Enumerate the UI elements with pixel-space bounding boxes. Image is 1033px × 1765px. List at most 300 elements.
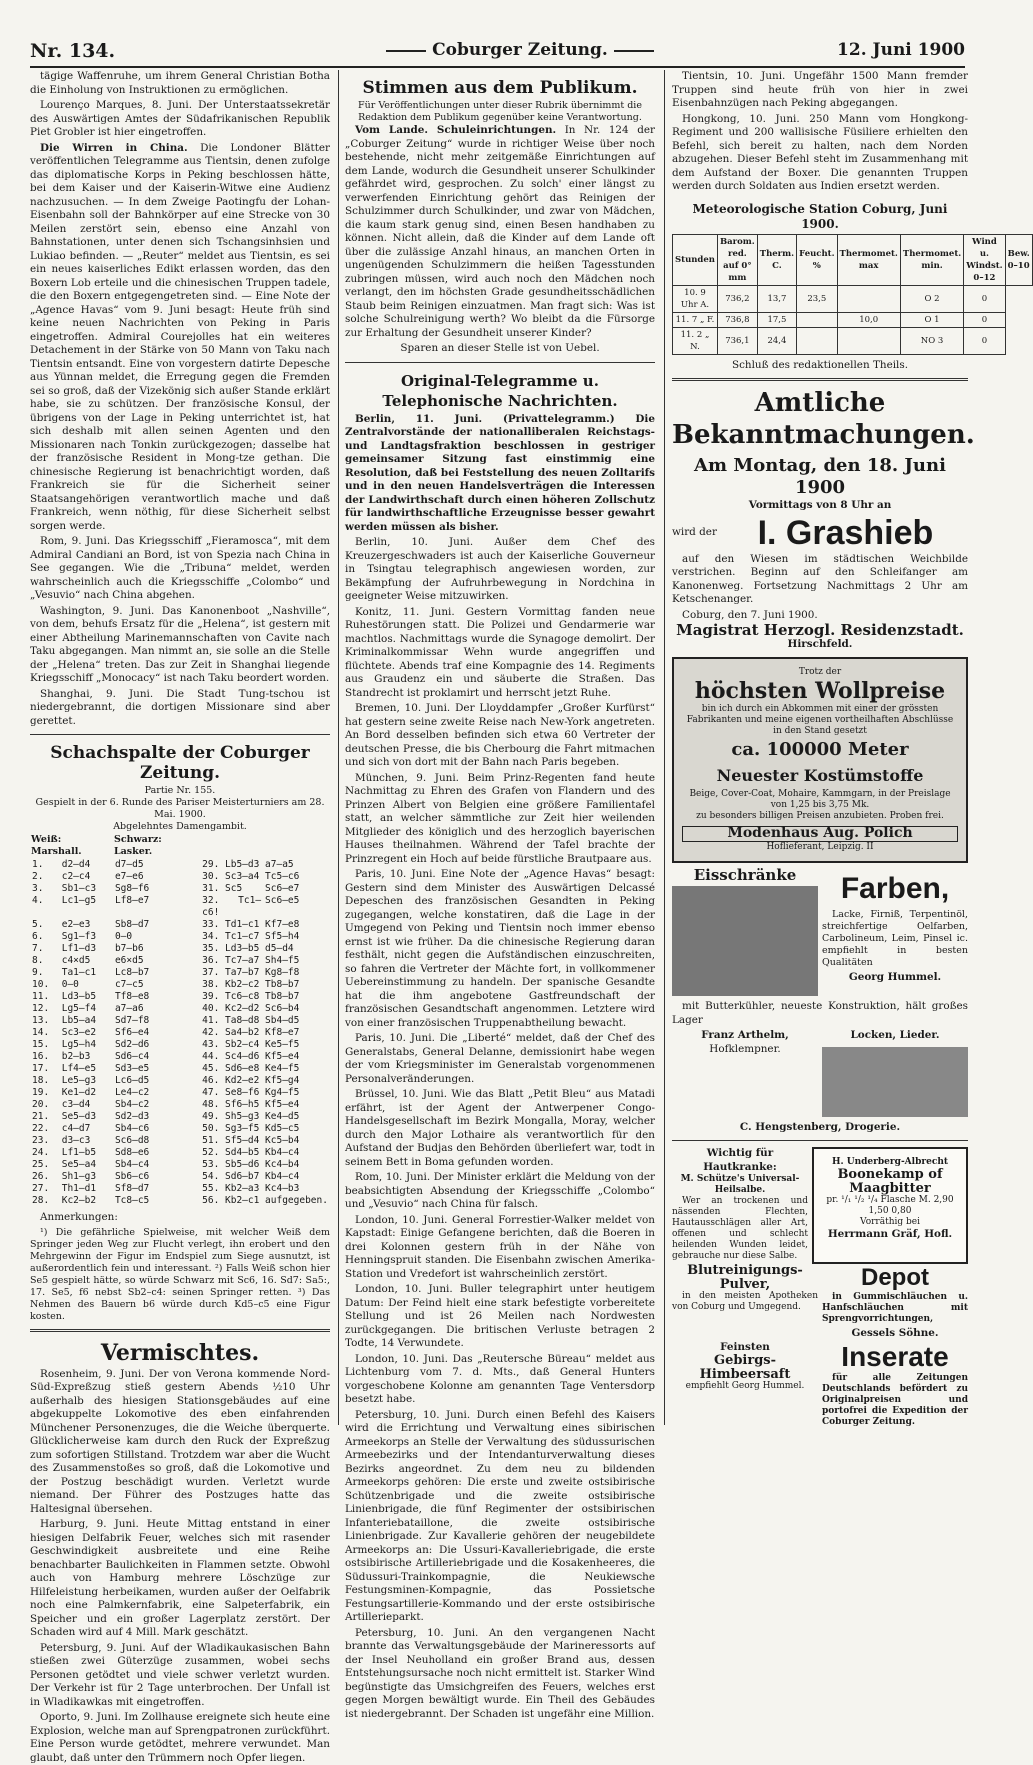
grashieb-line <box>672 513 968 553</box>
chess-move-row <box>30 1135 330 1147</box>
chess-move-row <box>30 943 330 955</box>
chess-move-cell: Le4–c2 <box>114 1087 150 1098</box>
china-heading: Die Wirren in China. <box>40 141 188 154</box>
chess-move-cell: Lb5–a4 <box>61 1015 97 1026</box>
chess-move-cell: Tb8–b7 <box>265 979 300 990</box>
chess-move-cell: Sf8–d7 <box>114 1183 150 1194</box>
meteo-cell: 0 <box>964 327 1005 354</box>
meteo-cell: 11. 7 „ F. <box>673 312 718 327</box>
chess-move-row <box>30 1051 330 1063</box>
chess-move-cell: Kg8–f8 <box>265 967 300 978</box>
chess-move-cell: 28. <box>32 1195 50 1206</box>
chess-move-cell: 7. <box>32 943 44 954</box>
chess-move-cell: c4–d7 <box>61 1123 91 1134</box>
chess-move-cell: d2–d4 <box>61 859 91 870</box>
underberg-firm: H. Underberg-Albrecht <box>831 1157 949 1167</box>
chess-move-cell: 47. Se8–f6 <box>202 1087 260 1098</box>
chess-move-row <box>30 979 330 991</box>
article-london-1: London, 10. Juni. General Forrestier-Walker meldet von Kapstadt: Einige Gefangene berichten, daß die Boeren in drei Kolonnen gestern früh in der Nähe von Henningspruit standen. Die Eisenbahn zwischen Amerika-Station und Vredefort ist wahrscheinlich zerstört. <box>345 1213 655 1280</box>
am-montag: Am Montag, den 18. Juni 1900 <box>694 455 946 498</box>
ad-inserate <box>822 1341 968 1430</box>
chess-move-row <box>30 1195 330 1207</box>
chess-move-cell: Ld3–b5 <box>61 991 97 1002</box>
amtliche-title: Amtliche Bekanntmachungen. <box>672 388 975 450</box>
meteo-header-row <box>673 234 1033 285</box>
chess-move-row <box>30 967 330 979</box>
wolle-firm: Modenhaus Aug. Polich <box>682 826 958 842</box>
chess-move-cell: Sd8–e6 <box>114 1147 150 1158</box>
chess-move-row <box>30 1183 330 1195</box>
meteo-cell: 736,1 <box>717 327 757 354</box>
vormittags: Vormittags von 8 Uhr an <box>748 499 892 511</box>
chess-move-cell: 13. <box>32 1015 50 1026</box>
depot-text: in Gummischläuchen u. Hanfschläuchen mit Sprengvorrichtungen, <box>822 1292 968 1324</box>
ad-blut <box>672 1264 818 1341</box>
chess-move-cell: Sd3–e5 <box>114 1063 150 1074</box>
paper-title <box>360 40 680 60</box>
chess-move-cell: Sb4–c4 <box>114 1159 150 1170</box>
chess-move-cell: 3. <box>32 883 44 894</box>
ad-wollpreise <box>672 657 968 863</box>
chess-moves-table <box>30 833 330 1207</box>
masthead <box>30 38 965 68</box>
meteo-header-cell: Therm. C. <box>757 234 796 285</box>
meteo-cell: 11. 2 „ N. <box>673 327 718 354</box>
column-3 <box>672 70 1030 1427</box>
wolle-text: bin ich durch ein Abkommen mit einer der grössten Fabrikanten und meine eigenen vortheilhaften Abschlüsse in den Stand gesetzt <box>686 704 954 736</box>
stimmen-title: Stimmen aus dem Publikum. <box>362 78 638 98</box>
chess-move-cell: Kg4–f5 <box>265 1087 300 1098</box>
chess-move-cell: Lg5–h4 <box>61 1039 97 1050</box>
chess-move-cell: 15. <box>32 1039 50 1050</box>
chess-move-cell: Sb4–c6 <box>114 1123 150 1134</box>
paper-name: Coburger Zeitung. <box>432 40 608 60</box>
chess-move-cell: Sc6–b4 <box>265 1003 300 1014</box>
hirschfeld: Hirschfeld. <box>787 637 853 650</box>
chess-move-cell: 16. <box>32 1051 50 1062</box>
chess-move-row <box>30 859 330 871</box>
chess-move-cell: d7–d5 <box>114 859 144 870</box>
wolle-stoffe: Neuester Kostümstoffe <box>716 766 924 785</box>
article-oporto: Oporto, 9. Juni. Im Zollhause ereignete sich heute eine Explosion, welche man auf Sprengpatronen zurückführt. Eine Person wurde getödtet, mehrere verwundet. Man glaubt, daß unter den Trümmern noch Opfer liegen. <box>30 1711 330 1764</box>
chess-move-cell: 1. <box>32 859 44 870</box>
meteo-header-cell: Stunden <box>673 234 718 285</box>
chess-move-cell: 0–0 <box>114 931 133 942</box>
chess-move-cell: Kb4–c4 <box>265 1147 300 1158</box>
chess-move-row <box>30 1099 330 1111</box>
inserate-heading: Inserate <box>841 1340 949 1372</box>
chess-move-cell: Kf8–e7 <box>265 1027 300 1038</box>
chess-move-cell: 6. <box>32 931 44 942</box>
meteo-header-cell: Wind u. Windst. 0–12 <box>964 234 1005 285</box>
article-harburg: Harburg, 9. Juni. Heute Mittag entstand in einer hiesigen Delfabrik Feuer, welches sich mit rasender Geschwindigkeit ausbreitete und eine Reihe benachbarter Baulichkeiten in Flammen setzte. Obwohl auch von Hamburg mehrere Löschzüge zur Hilfeleistung herbeikamen, wurden außer der Oelfabrik noch eine Palmkernfabrik, eine Salpeterfabrik, ein Speicher und ein großer Lagerplatz zerstört. Der Schaden wird auf 4 Mill. Mark geschätzt. <box>30 1518 330 1638</box>
meteo-cell: O 2 <box>900 285 963 312</box>
chess-move-row <box>30 1039 330 1051</box>
chess-move-cell: 50. Sg3–f5 <box>202 1123 260 1134</box>
article-london-2: London, 10. Juni. Buller telegraphirt unter heutigem Datum: Der Feind hielt eine stark befestigte vorbereitete Stellung und ist 26 Meilen nach Nordwesten zurückgegangen. Die britischen Verluste betragen 2 Todte, 14 Verwundete. <box>345 1283 655 1349</box>
chess-move-cell: 30. Sc3–a4 <box>202 871 260 882</box>
wolle-detail: Beige, Cover-Coat, Mohaire, Kammgarn, in der Preislage von 1,25 bis 3,75 Mk. <box>689 789 951 810</box>
chess-move-cell: Kf5–e4 <box>265 1051 300 1062</box>
chess-move-cell: 44. Sc4–d6 <box>202 1051 260 1062</box>
chess-move-cell: Lg5–f4 <box>61 1003 97 1014</box>
article-muenchen: München, 9. Juni. Beim Prinz-Regenten fand heute Nachmittag zu Ehren des Grafen von Flandern und des Prinzen Albert von Belgien eine größere Familientafel statt, an welcher sämmtliche zur Zeit hier weilenden Mitglieder des königlich und des herzoglich bayerischen Hauses theilnahmen. Während der Tafel brachte der Prinzregent ein Hoch auf beide fürstliche Brautpaare aus. <box>345 771 655 865</box>
chess-move-cell: 39. Tc6–c8 <box>202 991 260 1002</box>
vorraethig: Vorräthig bei <box>860 1217 920 1227</box>
meteo-cell <box>837 327 900 354</box>
chess-move-cell: b7–b6 <box>114 943 144 954</box>
arthelm-name: Franz Arthelm, <box>701 1029 789 1041</box>
article-london-3: London, 10. Juni. Das „Reutersche Büreau“ meldet aus Lichtenburg vom 7. d. Mts., daß General Hunters vorgeschobene Kolonne am genannten Tage Ventersdorp besetzt habe. <box>345 1352 655 1405</box>
chess-move-row <box>30 871 330 883</box>
wolle-amount: ca. 100000 Meter <box>731 739 909 760</box>
chess-move-cell: Kf5–g4 <box>265 1075 300 1086</box>
meteo-cell: 0 <box>964 285 1005 312</box>
article-intro: tägige Waffenruhe, um ihrem General Christian Botha die Einholung von Instruktionen zu ermöglichen. <box>30 70 330 96</box>
vermischtes-title: Vermischtes. <box>100 1339 260 1366</box>
chess-moves-body <box>30 859 330 1207</box>
chess-move-cell: 37. Ta7–b7 <box>202 967 260 978</box>
chess-move-row <box>30 895 330 919</box>
chess-move-cell: Sc3–e2 <box>61 1027 97 1038</box>
herrmann: Herrmann Gräf, Hofl. <box>827 1228 953 1240</box>
chess-move-row <box>30 883 330 895</box>
chess-move-row <box>30 1027 330 1039</box>
chess-move-cell: 48. Sf6–h5 <box>202 1099 260 1110</box>
chess-move-cell: 20. <box>32 1099 50 1110</box>
chess-move-cell: 36. Tc7–a7 <box>202 955 260 966</box>
chess-move-cell: 49. Sh5–g3 <box>202 1111 260 1122</box>
magistrat: Magistrat Herzogl. Residenzstadt. <box>676 621 964 639</box>
chess-move-cell: Kf7–e8 <box>265 919 300 930</box>
chess-move-cell: 46. Kd2–e2 <box>202 1075 260 1086</box>
chess-move-cell: 41. Ta8–d8 <box>202 1015 260 1026</box>
chess-move-cell: 29. Lb5–d3 <box>202 859 260 870</box>
portrait-illustration <box>822 1047 968 1117</box>
chess-move-cell: Sb8–d7 <box>114 919 150 930</box>
chess-move-cell: Kc2–b2 <box>61 1195 97 1206</box>
chess-move-cell: 22. <box>32 1123 50 1134</box>
chess-move-cell: Sf6–e4 <box>114 1027 150 1038</box>
meteo-cell: 13,7 <box>757 285 796 312</box>
chess-move-cell: 5. <box>32 919 44 930</box>
chess-move-cell: 33. Td1–c1 <box>202 919 260 930</box>
article-shanghai: Shanghai, 9. Juni. Die Stadt Tung-tschou ist niedergebrannt, die dortigen Missionare sind aber gerettet. <box>30 687 330 727</box>
meteo-cell: 0 <box>964 312 1005 327</box>
chess-move-cell: Se5–d3 <box>61 1111 97 1122</box>
meteo-table <box>672 234 1033 355</box>
article-paris-2: Paris, 10. Juni. Die „Liberté“ meldet, daß der Chef des Generalstabs, General Delanne, demissionirt habe wegen der vom Kriegsminister im Generalstab vorgenommenen Personalveränderungen. <box>345 1032 655 1085</box>
chess-move-cell: e2–e3 <box>61 919 91 930</box>
chess-move-cell: c4×d5 <box>61 955 91 966</box>
article-vom-lande <box>345 124 655 340</box>
chess-move-cell: Sd2–d3 <box>114 1111 150 1122</box>
chess-move-cell: 38. Kb2–c2 <box>202 979 260 990</box>
meteo-row <box>673 285 1033 312</box>
chess-move-cell: 0–0 <box>61 979 79 990</box>
chess-move-row <box>30 991 330 1003</box>
divider <box>672 378 968 381</box>
blut-heading: Blutreinigungs-Pulver, <box>687 1263 803 1292</box>
chess-move-cell: d5–d4 <box>265 943 294 954</box>
chess-move-cell: d3–c3 <box>61 1135 91 1146</box>
chess-move-cell: 56. Kb2–c1 <box>202 1195 260 1206</box>
chess-move-cell: c7–c5 <box>114 979 144 990</box>
chess-move-row <box>30 955 330 967</box>
chess-move-cell: Lf1–d3 <box>61 943 97 954</box>
himbeer-sign: empfiehlt Georg Hummel. <box>685 1381 805 1391</box>
chess-move-cell: aufgegeben. <box>265 1195 328 1206</box>
article-petersburg-2: Petersburg, 10. Juni. Durch einen Befehl des Kaisers wird die Errichtung und Verwaltung eines sibirischen Armeekorps an Stelle der Verwaltung des südussurischen Armeebezirks und der Intendanturverwaltung dieses Bezirks angeordnet. Zu dem neu zu bildenden Armeekorps gehören: Die erste und zweite ostsibirische Schützenbrigade und die zweite ostsibirische Linienbrigade, die fünf Regimenter der ostsibirischen Infanteriebataillone, die zweite ostsibirische Linienbrigade. Zur Kavallerie gehören der neugebildete Armeekorps an: Die Ussuri-Kavalleriebrigade, die erste ostsibirische Artilleriebrigade und die Kosakenheeres, die Südussuri-Trainkompagnie, die Neukiewsche Festungsminen-Kompagnie, das Possietsche Festungsartillerie-Kommando und der erste ostsibirische Artillerieparkt. <box>345 1408 655 1623</box>
wird-der: wird der <box>672 525 717 538</box>
meteo-cell: 10. 9 Uhr A. <box>673 285 718 312</box>
underberg-prices: pr. ¹/₁ ¹/₂ ¹/₄ Flasche M. 2,90 1,50 0,80 <box>826 1195 954 1216</box>
locken-heading: Locken, Lieder. <box>850 1029 940 1041</box>
article-konitz: Konitz, 11. Juni. Gestern Vormittag fanden neue Ruhestörungen statt. Die Polizei und Gendarmerie war machtlos. Nachmittags wurde die Synagoge demolirt. Der Kriminalkommissar Wehn wurde angegriffen und flüchtete. Abends traf eine Kompagnie des 14. Regiments aus Graudenz ein und säuberte die Straßen. Das Standrecht ist proklamirt und herrscht jetzt Ruhe. <box>345 605 655 699</box>
article-lourenco: Lourenço Marques, 8. Juni. Der Unterstaatssekretär des Auswärtigen Amtes der Südafrikanischen Republik Piet Grobler ist hier eingetroffen. <box>30 99 330 138</box>
chess-move-cell: Ta1–c1 <box>61 967 97 978</box>
chess-move-row <box>30 1015 330 1027</box>
divider <box>30 1329 330 1332</box>
chess-move-cell: e6×d5 <box>114 955 144 966</box>
chess-move-cell: Kc4–b3 <box>265 1183 300 1194</box>
chess-move-cell: 8. <box>32 955 44 966</box>
chess-move-cell: 45. Sd6–e8 <box>202 1063 260 1074</box>
chess-move-cell: 35. Ld3–b5 <box>202 943 260 954</box>
article-paris-1: Paris, 10. Juni. Eine Note der „Agence Havas“ besagt: Gestern sind dem Minister des Auswärtigen Delcassé Depeschen des französischen Gesandten in Peking zugegangen, welche konstatiren, daß die Lage in der Umgegend von Peking und Tientsin noch immer ebenso ernst ist wie früher. Da die chinesische Regierung daran festhält, nicht gegen die Aufständischen einzuschreiten, so fahren die Vertreter der Mächte fort, in vollkommener Uebereinstimmung zu handeln. Der spanische Gesandte hat die ihm angebotene Gastfreundschaft der französischen Gesandtschaft angenommen. Letztere wird von einer französischen Truppenabtheilung bewacht. <box>345 868 655 1029</box>
haut-heading: Wichtig für Hautkranke: <box>703 1147 777 1173</box>
himbeer-heading: Gebirgs-Himbeersaft <box>699 1353 791 1382</box>
ad-locken <box>822 1029 968 1121</box>
meteo-cell <box>797 312 837 327</box>
chess-move-cell: Ke1–d2 <box>61 1087 97 1098</box>
chess-move-cell: 11. <box>32 991 50 1002</box>
meteo-header-cell: Feucht. % <box>797 234 837 285</box>
chess-move-cell: Sc6–e7 <box>265 883 300 894</box>
article-rom-2: Rom, 10. Juni. Der Minister erklärt die Meldung von der beabsichtigten Absendung der Kriegsschiffe „Colombo“ und „Vesuvio“ nach China für falsch. <box>345 1171 655 1210</box>
chess-move-cell: Sc6–d8 <box>114 1135 150 1146</box>
meteo-cell: 24,4 <box>757 327 796 354</box>
issue-number: Nr. 134. <box>30 40 116 62</box>
chess-move-cell: Lf4–e5 <box>61 1063 97 1074</box>
depot-heading: Depot <box>861 1264 929 1291</box>
chess-move-row <box>30 1087 330 1099</box>
chess-move-cell: Tb8–b7 <box>265 991 300 1002</box>
chess-white-header: Weiß: Marshall. <box>31 834 82 857</box>
hengstenberg: C. Hengstenberg, Drogerie. <box>739 1120 901 1133</box>
wolle-top: Trotz der <box>798 667 842 677</box>
chess-move-cell: Sf5–h4 <box>265 931 300 942</box>
chess-move-row <box>30 931 330 943</box>
chess-move-cell: 31. Sc5 <box>202 883 243 894</box>
chess-move-row <box>30 1003 330 1015</box>
chess-move-cell: Sd7–f8 <box>114 1015 150 1026</box>
ad-row-arthelm <box>672 1029 968 1121</box>
chess-move-cell: 52. Sd4–b5 <box>202 1147 260 1158</box>
chess-move-cell: 27. <box>32 1183 50 1194</box>
chess-move-row <box>30 919 330 931</box>
divider <box>30 734 330 735</box>
divider <box>672 1140 968 1141</box>
coburg-date: Coburg, den 7. Juni 1900. <box>682 608 818 621</box>
inserate-text: für alle Zeitungen Deutschlands befördert zu Originalpreisen und portofrei die Expedition der Coburger Zeitung. <box>822 1372 968 1427</box>
chess-move-row <box>30 1123 330 1135</box>
chess-move-cell: c3–d4 <box>61 1099 91 1110</box>
issue-date: 12. Juni 1900 <box>837 40 965 60</box>
feinsten: Feinsten <box>720 1340 770 1353</box>
chess-notes: ¹) Die gefährliche Spielweise, mit welcher Weiß dem Springer jeden Weg zur Flucht verlegt, ihn erobert und den Mehrgewinn der Figur im Endspiel zum Siege ausnutzt, ist außerordentlich fein und interessant. ²) Falls Weiß schon hier Se5 gespielt hätte, so würde Schwarz mit Sc6, 16. Sd7: Sa5:, 17. Se5, f6 nebst Sb2–c4: seinen Springer retten. ³) Das Nehmen des Bauern b6 würde durch Kd5–c5 eine Figur kosten. <box>30 1226 330 1322</box>
article-rosenheim: Rosenheim, 9. Juni. Der von Verona kommende Nord-Süd-Expreßzug stieß gestern Abends ½10 Uhr außerhalb des hiesigen Stationsgebäudes auf eine abgekuppelte Lokomotive des eben einfahrenden Münchener Personenzuges, die die Weiche überquerte. Glücklicherweise kam durch den Ruck der Expreßzug zum sofortigen Stillstand. Trotzdem war aber die Wucht des Zusammenstoßes so groß, daß die Lokomotive und der Postzug beschädigt wurden. Verletzt wurde niemand. Der Führer des Postzuges hatte das Haltesignal übersehen. <box>30 1367 330 1515</box>
chess-move-cell: 54. Sd6–b7 <box>202 1171 260 1182</box>
article-petersburg: Petersburg, 9. Juni. Auf der Wladikaukasischen Bahn stießen zwei Güterzüge zusammen, wobei sechs Personen getödtet und viele schwer verletzt wurden. Der Verkehr ist für 2 Tage unterbrochen. Der Unfall ist in Wladikawkas mit eingetroffen. <box>30 1641 330 1708</box>
ad-eisschraenke <box>672 865 818 1001</box>
ad-row-blut-depot <box>672 1264 968 1341</box>
wolle-preise: zu besonders billigen Preisen anzubieten. Proben frei. <box>696 811 944 821</box>
chess-move-cell: Th1–d1 <box>61 1183 97 1194</box>
schluss-note: Schluß des redaktionellen Theils. <box>731 358 909 371</box>
chess-move-cell: Ke4–d5 <box>265 1111 300 1122</box>
divider <box>345 362 655 363</box>
chess-move-row <box>30 1147 330 1159</box>
chess-move-cell: b2–b3 <box>61 1051 91 1062</box>
column-rule-1 <box>338 70 339 1425</box>
chess-move-cell: Kb4–c4 <box>265 1171 300 1182</box>
meteo-cell: 23,5 <box>797 285 837 312</box>
chess-move-cell: 9. <box>32 967 44 978</box>
blut-text: in den meisten Apotheken von Coburg und Umgegend. <box>672 1291 818 1312</box>
chess-move-cell: Kd5–c5 <box>265 1123 300 1134</box>
article-berlin-2: Berlin, 10. Juni. Außer dem Chef des Kreuzergeschwaders ist auch der Kaiserliche Gouverneur in Tsingtau telegraphisch angewiesen worden, zur Bekämpfung der Aufruhrbewegung in Nordchina in geeigneter Weise mitzuwirken. <box>345 536 655 602</box>
lande-heading: Vom Lande. Schuleinrichtungen. <box>355 124 557 136</box>
chess-move-row <box>30 1159 330 1171</box>
arthelm <box>672 1029 818 1121</box>
grashieb-heading: I. Grashieb <box>757 513 934 552</box>
column-2 <box>345 70 655 1720</box>
ad-underberg <box>812 1147 968 1264</box>
meteo-header-cell: Thermomet. min. <box>900 234 963 285</box>
chess-move-cell: Ke4–f5 <box>265 1063 300 1074</box>
lande-signature: Sparen an dieser Stelle ist von Uebel. <box>400 342 600 354</box>
chess-move-cell: Le5–g3 <box>61 1075 97 1086</box>
article-hongkong: Hongkong, 10. Juni. 250 Mann vom Hongkong-Regiment und 200 wallisische Füsiliere erhielten den Befehl, sich bereit zu halten, nach dem Norden abzugehen. Dieser Befehl steht im Zusammenhang mit dem Aufstand der Boxer. Die genannten Truppen werden durch Soldaten aus Indien ersetzt werden. <box>672 112 968 192</box>
meteo-cell <box>837 285 900 312</box>
article-china <box>30 142 330 534</box>
chess-move-row <box>30 1171 330 1183</box>
icebox-illustration <box>672 886 818 996</box>
farben-text: Lacke, Firniß, Terpentinöl, streichfertige Oelfarben, Carbolineum, Leim, Pinsel ic. empfiehlt in besten Qualitäten <box>822 908 968 968</box>
haut-text: Wer an trockenen und nässenden Flechten, Hautausschlägen aller Art, offenen und schlecht heilenden Wunden leidet, gebrauche nur diese Salbe. <box>672 1196 808 1261</box>
boonekamp: Boonekamp of Maagbitter <box>837 1167 943 1196</box>
ad-row-himbeer-inserate <box>672 1341 968 1430</box>
chess-move-cell: 19. <box>32 1087 50 1098</box>
chess-move-cell: 2. <box>32 871 44 882</box>
eis-text: mit Butterkühler, neueste Konstruktion, hält großes Lager <box>672 1000 968 1026</box>
chess-move-cell: Tc8–c5 <box>114 1195 150 1206</box>
wolle-firm-sub: Hoflieferant, Leipzig. II <box>766 841 874 852</box>
chess-partie: Partie Nr. 155. <box>144 785 216 796</box>
telegramme-title: Original-Telegramme u. Telephonische Nachrichten. <box>382 371 618 410</box>
meteo-title: Meteorologische Station Coburg, Juni 1900. <box>692 201 948 231</box>
chess-move-cell: 25. <box>32 1159 50 1170</box>
chess-move-cell: a7–a5 <box>265 859 294 870</box>
article-petersburg-3: Petersburg, 10. Juni. An den vergangenen Nacht brannte das Verwaltungsgebäude der Marineressorts auf der Insel Neuholland ein großer Brand aus, dessen Entstehungsursache noch nicht ermittelt ist. Starker Wind begünstigte das Umsichgreifen des Feuers, welches erst gegen Morgen bewältigt wurde. Ein Theil des Gebäudes ist niedergebrannt. Der Schaden ist ungefähr eine Million. <box>345 1626 655 1720</box>
gessels: Gessels Söhne. <box>851 1327 939 1339</box>
meteo-cell: 10,0 <box>837 312 900 327</box>
chess-move-cell: 34. Tc1–c7 <box>202 931 260 942</box>
chess-move-cell: Sb4–d5 <box>265 1015 300 1026</box>
chess-move-cell: Sb1–c3 <box>61 883 97 894</box>
chess-move-cell: Lc1–g5 <box>61 895 97 906</box>
chess-move-cell: a7–a6 <box>114 1003 144 1014</box>
article-rom: Rom, 9. Juni. Das Kriegsschiff „Fieramosca“, mit dem Admiral Candiani an Bord, ist von Spezia nach China in See gegangen. Wie die „Tribuna“ meldet, werden wahrscheinlich auch die Kriegsschiffe „Colombo“ und „Vesuvio“ nach China abgehen. <box>30 535 330 601</box>
chess-move-cell: 23. <box>32 1135 50 1146</box>
chess-move-cell: 10. <box>32 979 50 990</box>
chess-move-cell: Sb6–c6 <box>114 1171 150 1182</box>
chess-move-cell: 12. <box>32 1003 50 1014</box>
chess-move-cell: Se5–a4 <box>61 1159 97 1170</box>
ad-depot <box>822 1264 968 1341</box>
chess-move-cell: 53. Sb5–d6 <box>202 1159 260 1170</box>
chess-move-cell: Sg1–f3 <box>61 931 97 942</box>
chess-move-row <box>30 1063 330 1075</box>
chess-move-row <box>30 1075 330 1087</box>
eis-heading: Eisschränke <box>693 865 797 884</box>
ad-himbeer <box>672 1341 818 1430</box>
chess-move-cell: Sd2–d6 <box>114 1039 150 1050</box>
chess-move-cell: 26. <box>32 1171 50 1182</box>
chess-move-cell: Lc8–b7 <box>114 967 150 978</box>
article-washington: Washington, 9. Juni. Das Kanonenboot „Nashville“, von dem, behufs Ersatz für die „Helena“, ist gestern mit einer Abtheilung Marinemannschaften von Cavite nach Taku abgegangen. Man nimmt an, sie solle an die Stelle der „Helena“ treten. Das zur Zeit in Shanghai liegende Kriegsschiff „Monocacy“ ist nach Taku beordert worden. <box>30 604 330 684</box>
ad-hautkranke <box>672 1147 808 1264</box>
ad-row-eis-farben <box>672 865 968 1001</box>
arthelm-trade: Hofklempner. <box>709 1042 781 1055</box>
chess-move-cell: Kc4–b4 <box>265 1159 300 1170</box>
chess-move-cell: 42. Sa4–b2 <box>202 1027 260 1038</box>
meteo-header-cell: Barom. red. auf 0° mm <box>717 234 757 285</box>
chess-move-cell: Sh1–g3 <box>61 1171 97 1182</box>
meteo-cell: 736,2 <box>717 285 757 312</box>
chess-move-cell: Lf8–e7 <box>114 895 150 906</box>
chess-move-cell: 17. <box>32 1063 50 1074</box>
grashieb-text: auf den Wiesen im städtischen Weichbilde verstrichen. Beginn auf den Schleifanger am Kanonenweg. Fortsetzung Nachmittags 2 Uhr am Ketschenanger. <box>672 552 968 605</box>
chess-move-cell: Sh4–f5 <box>265 955 300 966</box>
wolle-heading: höchsten Wollpreise <box>694 678 946 704</box>
chess-move-cell: 32. Tc1–c6! <box>202 895 262 918</box>
chess-move-cell: Tf8–e8 <box>114 991 150 1002</box>
china-body: Die Londoner Blätter veröffentlichen Telegramme aus Tientsin, denen zufolge das diplomatische Korps in Peking beschlossen hätte, bei dem Kaiser und der Kaiserin-Witwe eine Audienz nachzusuchen. — In dem Zweige Paotingfu der Lohan-Eisenbahn soll der Bahnkörper auf eine Strecke von 30 Meilen zerstört sein, ebenso eine Anzahl von Bahnstationen, unter denen sich Tschangsinhsien und Lukiao befinden. — „Reuter“ meldet aus Tientsin, es sei ein neues kaiserliches Edikt erlassen worden, das den Boxern Lob erteile und die chinesischen Truppen tadele, die den Boxern entgegengetreten sind. — Eine Note der „Agence Havas“ vom 9. Juni besagt: Heute früh sind keine neuen Nachrichten von Peking in Paris eingetroffen. Admiral Courejolles hat ein weiteres Detachement in der Stärke von 50 Mann von Taku nach Tientsin entsandt. Eine von vorgestern datirte Depesche aus Yünnan meldet, die Erregung gegen die Fremden sei so groß, daß der Vizekönig sich außer Stande erklärt habe, sie zu schützen. Der französische Konsul, der übrigens von der Lage in Peking unterrichtet ist, hat sich deshalb mit allen seinen Agenten und den Missionaren nach Tonkin zurückgezogen; dasselbe hat der französische Resident in Mong-tze gethan. Die chinesische Regierung ist benachrichtigt worden, daß Frankreich sie für die Sicherheit seiner Staatsangehörigen verantwortlich mache und daß Frankreich, wenn nöthig, für diese Sicherheit selbst sorgen werde. <box>30 141 330 532</box>
chess-move-cell: Sb4–c2 <box>114 1099 150 1110</box>
chess-move-cell: 18. <box>32 1075 50 1086</box>
ad-farben <box>822 869 968 1001</box>
chess-notes-heading: Anmerkungen: <box>40 1211 118 1223</box>
chess-info: Gespielt in der 6. Runde des Pariser Meisterturniers am 28. Mai. 1900. <box>35 797 325 820</box>
chess-move-cell: Lc6–d5 <box>114 1075 150 1086</box>
farben-heading: Farben, <box>840 871 950 905</box>
farben-sign: Georg Hummel. <box>848 970 942 983</box>
chess-move-cell: 21. <box>32 1111 50 1122</box>
chess-move-cell: Kc5–b4 <box>265 1135 300 1146</box>
article-berlin-1: Berlin, 11. Juni. (Privattelegramm.) Die Zentralvorstände der nationalliberalen Reichstags- und Landtagsfraktion beschlossen in gestriger gemeinsamer Sitzung fast einstimmig eine Resolution, daß bei Feststellung des neuen Zolltarifs und in den neuen Handelsverträgen die Interessen der Landwirthschaft durch einen höheren Zollschutz für landwirthschaftliche Erzeugnisse besser gewahrt werden müssen als bisher. <box>345 412 655 533</box>
meteo-header-cell: Bew. 0–10 <box>1005 234 1032 285</box>
chess-move-cell: Lf1–b5 <box>61 1147 97 1158</box>
chess-move-cell: e7–e6 <box>114 871 144 882</box>
meteo-cell: 17,5 <box>757 312 796 327</box>
chess-move-cell: Sc6–e5 <box>265 895 300 906</box>
chess-move-cell: Sd6–c4 <box>114 1051 150 1062</box>
chess-move-cell: 4. <box>32 895 44 906</box>
haut-firm: M. Schütze's Universal-Heilsalbe. <box>680 1174 800 1195</box>
article-tientsin: Tientsin, 10. Juni. Ungefähr 1500 Mann fremder Truppen sind heute früh von hier in zwei Eisenbahnzügen nach Peking abgegangen. <box>672 70 968 109</box>
